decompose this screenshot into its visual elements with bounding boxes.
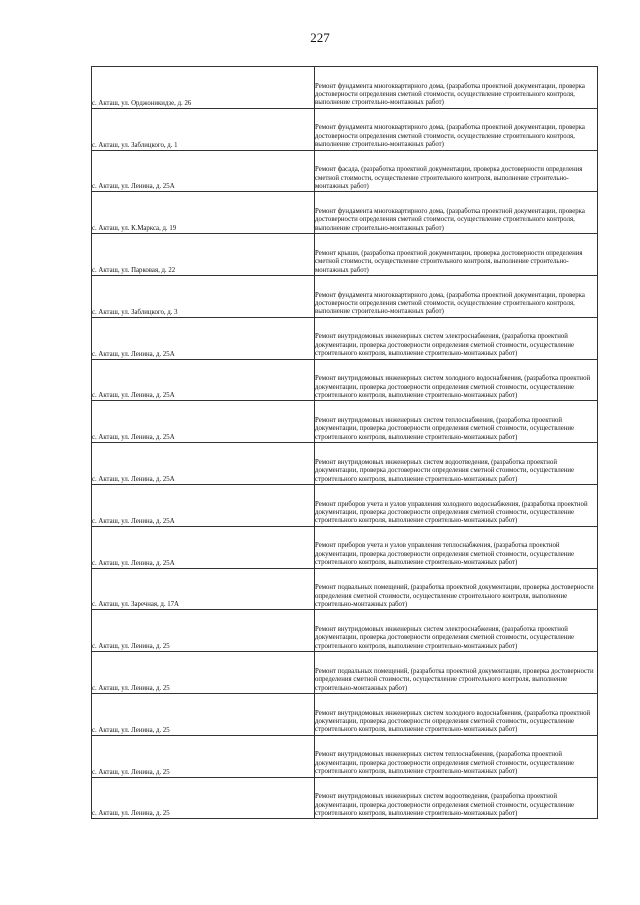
table-row [92,67,598,109]
address-cell: с. Акташ, ул. Парковая, д. 22 [92,234,315,276]
work-description-cell: Ремонт внутридомовых инженерных систем электроснабжения, (разработка проектной документации, проверка достоверности определения сметной стоимости, осуществление строительного контроля, выполнение строительно-монтажных работ) [315,610,598,652]
address-cell: с. Акташ, ул. Ленина, д. 25А [92,526,315,568]
address-cell: с. Акташ, ул. К.Маркса, д. 19 [92,192,315,234]
table-row [92,526,598,568]
address-cell: с. Акташ, ул. Заречная, д. 17А [92,568,315,610]
work-description-cell: Ремонт внутридомовых инженерных систем холодного водоснабжения, (разработка проектной документации, проверка достоверности определения сметной стоимости, осуществление строительного контроля, выполнение строительно-монтажных работ) [315,693,598,735]
table-row [92,568,598,610]
work-description-cell: Ремонт внутридомовых инженерных систем теплоснабжения, (разработка проектной документации, проверка достоверности определения сметной стоимости, осуществление строительного контроля, выполнение строительно-монтажных работ) [315,401,598,443]
address-cell: с. Акташ, ул. Орджоникидзе, д. 26 [92,67,315,109]
address-cell: с. Акташ, ул. Ленина, д. 25А [92,359,315,401]
table-row [92,484,598,526]
address-cell: с. Акташ, ул. Заблицкого, д. 1 [92,108,315,150]
table-row [92,443,598,485]
table-row [92,234,598,276]
work-description-cell: Ремонт фундамента многоквартирного дома, (разработка проектной документации, проверка достоверности определения сметной стоимости, осуществление строительного контроля, выполнение строительно-монтажных работ) [315,108,598,150]
table-row [92,401,598,443]
address-cell: с. Акташ, ул. Ленина, д. 25 [92,693,315,735]
work-description-cell: Ремонт фундамента многоквартирного дома, (разработка проектной документации, проверка достоверности определения сметной стоимости, осуществление строительного контроля, выполнение строительно-монтажных работ) [315,275,598,317]
address-cell: с. Акташ, ул. Ленина, д. 25А [92,443,315,485]
work-description-cell: Ремонт внутридомовых инженерных систем водоотведения, (разработка проектной документации, проверка достоверности определения сметной стоимости, осуществление строительного контроля, выполнение строительно-монтажных работ) [315,777,598,819]
work-description-cell: Ремонт внутридомовых инженерных систем водоотведения, (разработка проектной документации, проверка достоверности определения сметной стоимости, осуществление строительного контроля, выполнение строительно-монтажных работ) [315,443,598,485]
table-row [92,610,598,652]
table-row [92,275,598,317]
work-description-cell: Ремонт внутридомовых инженерных систем теплоснабжения, (разработка проектной документации, проверка достоверности определения сметной стоимости, осуществление строительного контроля, выполнение строительно-монтажных работ) [315,735,598,777]
table-row [92,192,598,234]
work-description-cell: Ремонт приборов учета и узлов управления холодного водоснабжения, (разработка проектной документации, проверка достоверности определения сметной стоимости, осуществление строительного контроля, выполнение строительно-монтажных работ) [315,484,598,526]
address-cell: с. Акташ, ул. Ленина, д. 25 [92,610,315,652]
table-row [92,777,598,819]
table-row [92,652,598,694]
address-cell: с. Акташ, ул. Ленина, д. 25А [92,317,315,359]
table-row [92,108,598,150]
work-description-cell: Ремонт внутридомовых инженерных систем электроснабжения, (разработка проектной документации, проверка достоверности определения сметной стоимости, осуществление строительного контроля, выполнение строительно-монтажных работ) [315,317,598,359]
work-description-cell: Ремонт внутридомовых инженерных систем холодного водоснабжения, (разработка проектной документации, проверка достоверности определения сметной стоимости, осуществление строительного контроля, выполнение строительно-монтажных работ) [315,359,598,401]
address-cell: с. Акташ, ул. Ленина, д. 25А [92,401,315,443]
address-cell: с. Акташ, ул. Ленина, д. 25А [92,150,315,192]
table-row [92,693,598,735]
work-description-cell: Ремонт подвальных помещений, (разработка проектной документации, проверка достоверности определения сметной стоимости, осуществление строительного контроля, выполнение строительно-монтажных работ) [315,568,598,610]
address-cell: с. Акташ, ул. Заблицкого, д. 3 [92,275,315,317]
work-description-cell: Ремонт фасада, (разработка проектной документации, проверка достоверности определения сметной стоимости, осуществление строительного контроля, выполнение строительно-монтажных работ) [315,150,598,192]
table-row [92,735,598,777]
works-table [91,66,598,819]
address-cell: с. Акташ, ул. Ленина, д. 25 [92,735,315,777]
page-number: 227 [310,30,330,45]
work-description-cell: Ремонт крыши, (разработка проектной документации, проверка достоверности определения сметной стоимости, осуществление строительного контроля, выполнение строительно-монтажных работ) [315,234,598,276]
address-cell: с. Акташ, ул. Ленина, д. 25А [92,484,315,526]
work-description-cell: Ремонт приборов учета и узлов управления теплоснабжения, (разработка проектной документации, проверка достоверности определения сметной стоимости, осуществление строительного контроля, выполнение строительно-монтажных работ) [315,526,598,568]
table-row [92,150,598,192]
work-description-cell: Ремонт фундамента многоквартирного дома, (разработка проектной документации, проверка достоверности определения сметной стоимости, осуществление строительного контроля, выполнение строительно-монтажных работ) [315,192,598,234]
address-cell: с. Акташ, ул. Ленина, д. 25 [92,777,315,819]
address-cell: с. Акташ, ул. Ленина, д. 25 [92,652,315,694]
work-description-cell: Ремонт фундамента многоквартирного дома, (разработка проектной документации, проверка достоверности определения сметной стоимости, осуществление строительного контроля, выполнение строительно-монтажных работ) [315,67,598,109]
works-table-body [92,67,598,819]
table-row [92,359,598,401]
work-description-cell: Ремонт подвальных помещений, (разработка проектной документации, проверка достоверности определения сметной стоимости, осуществление строительного контроля, выполнение строительно-монтажных работ) [315,652,598,694]
table-row [92,317,598,359]
